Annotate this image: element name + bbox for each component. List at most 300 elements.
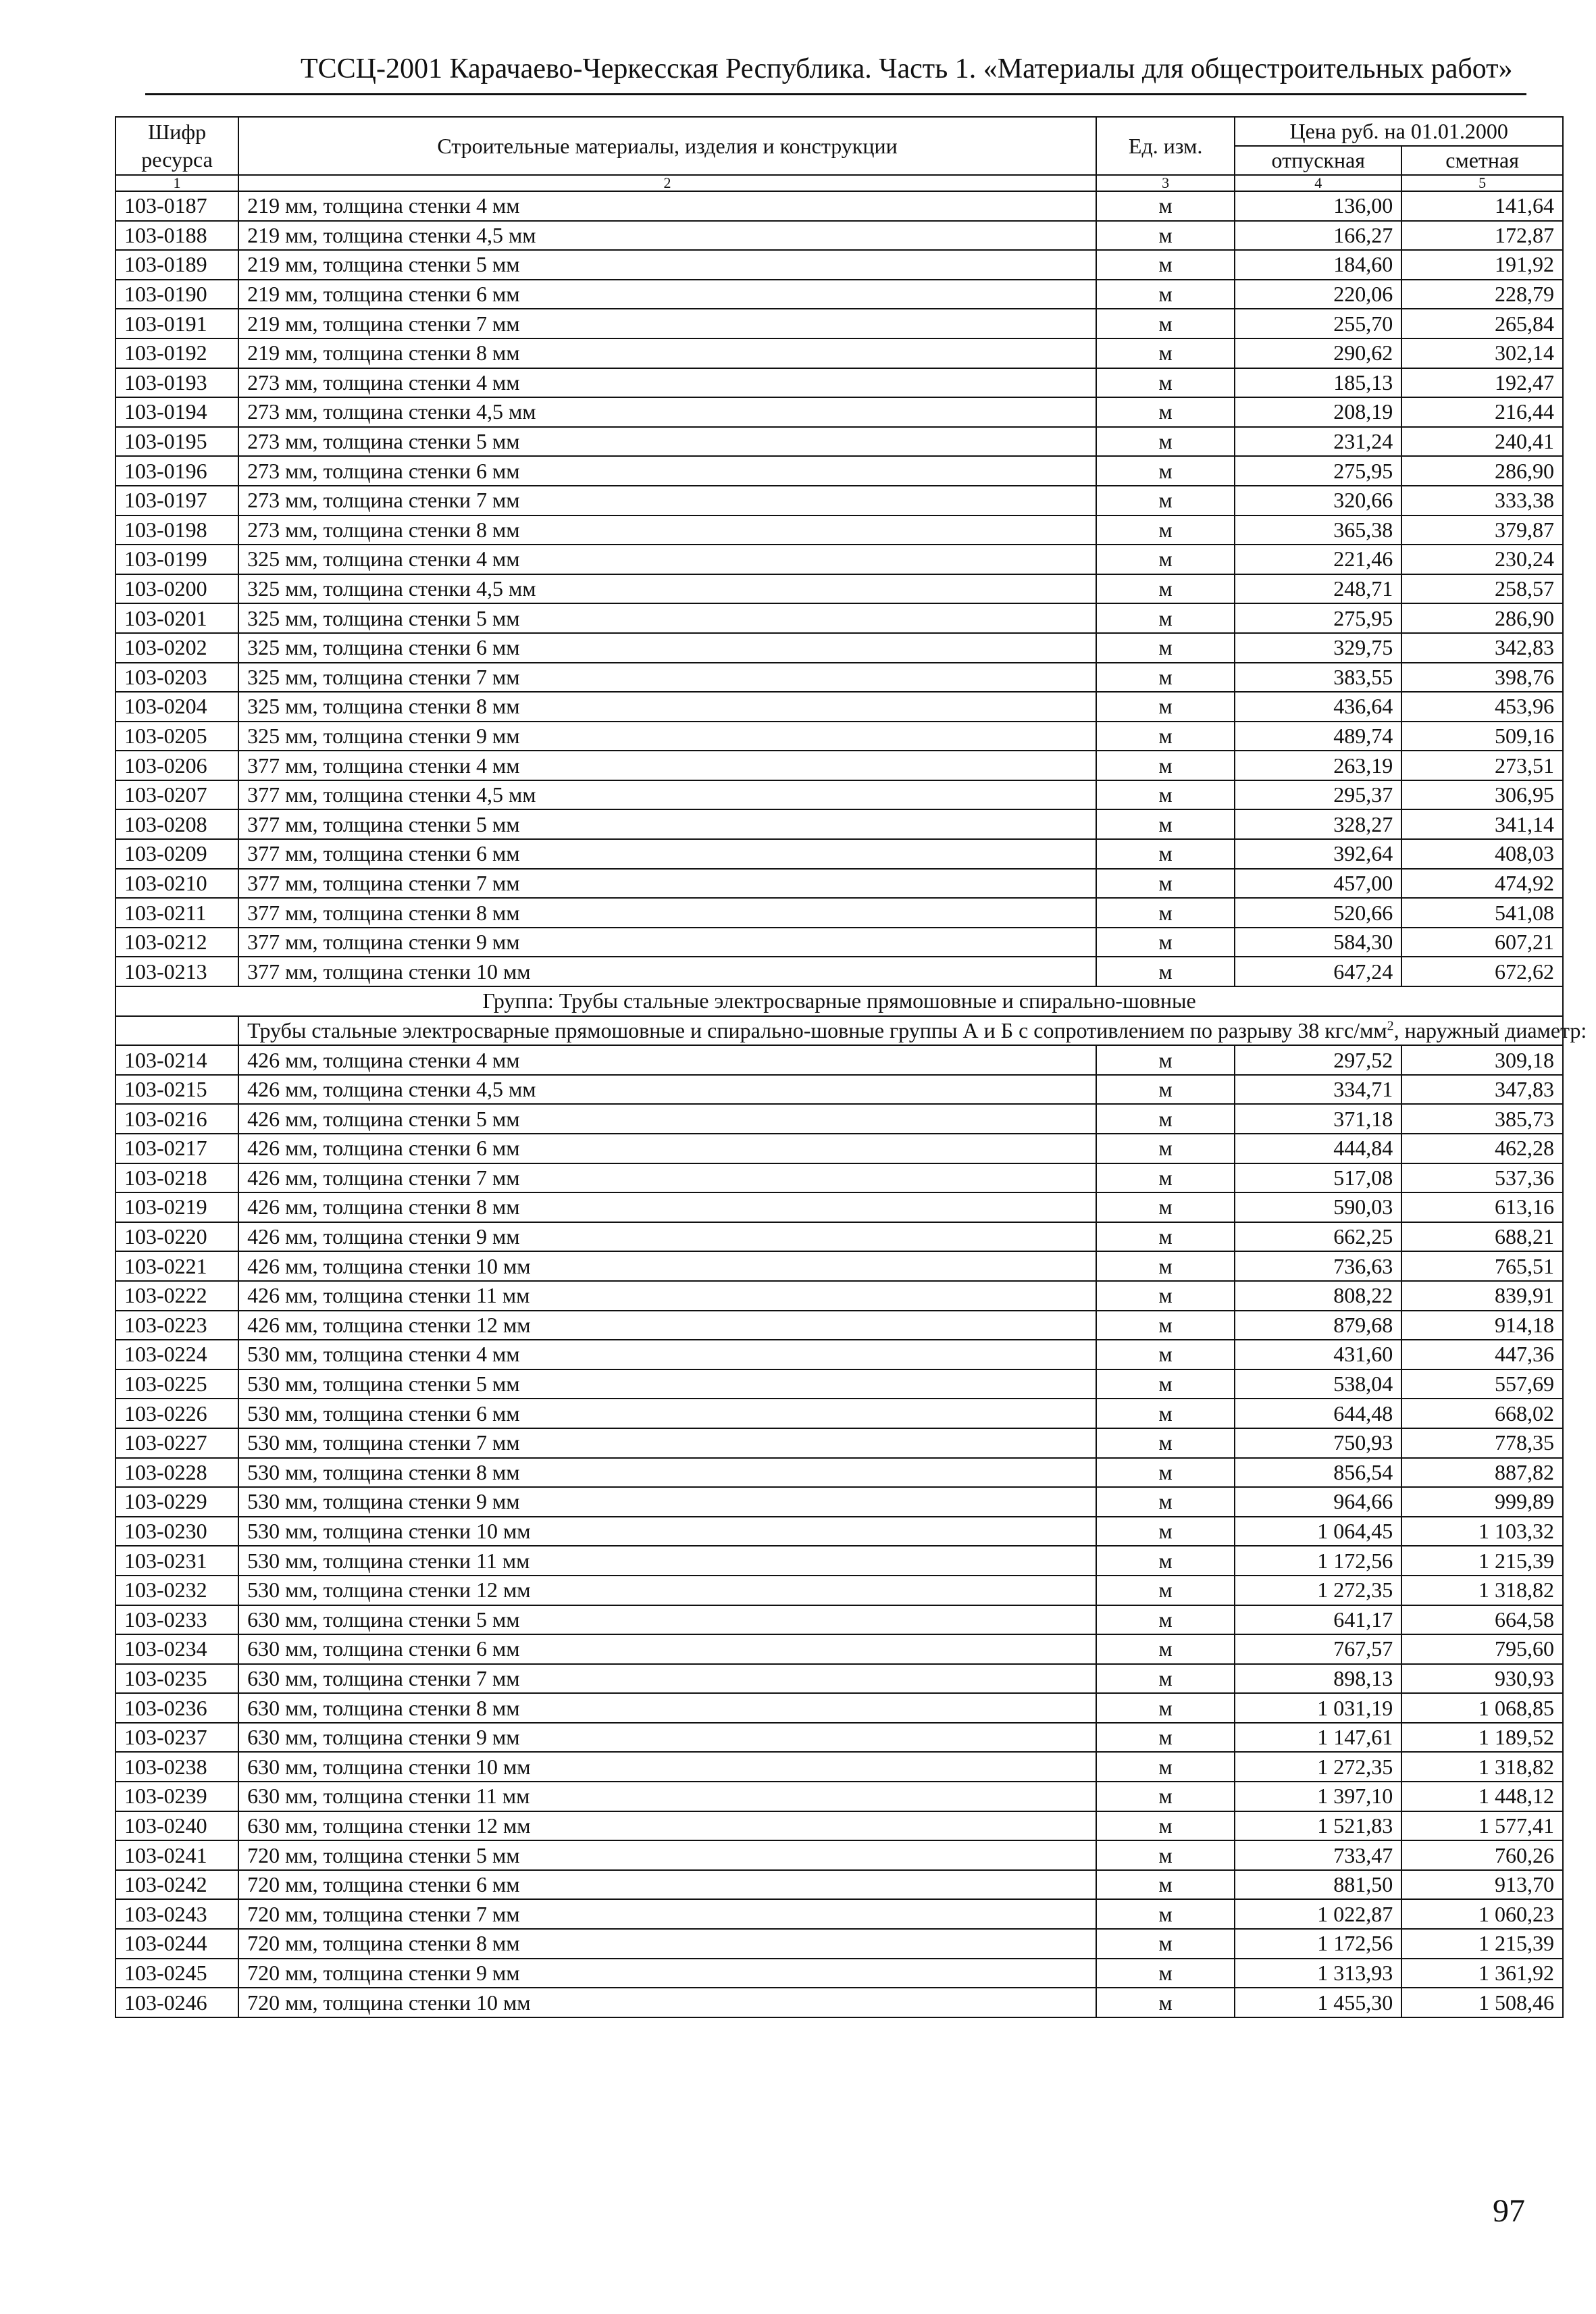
cell-price-estimate: 230,24 bbox=[1401, 545, 1563, 574]
cell-unit: м bbox=[1096, 722, 1235, 751]
cell-name: 325 мм, толщина стенки 4 мм bbox=[238, 545, 1096, 574]
group-section bbox=[115, 986, 1587, 1045]
cell-code: 103-0239 bbox=[115, 1782, 238, 1811]
cell-name: 273 мм, толщина стенки 8 мм bbox=[238, 515, 1096, 545]
cell-code: 103-0195 bbox=[115, 427, 238, 457]
cell-name: 530 мм, толщина стенки 10 мм bbox=[238, 1517, 1096, 1546]
cell-code: 103-0217 bbox=[115, 1134, 238, 1163]
cell-price-estimate: 228,79 bbox=[1401, 280, 1563, 309]
cell-code: 103-0216 bbox=[115, 1104, 238, 1134]
cell-unit: м bbox=[1096, 250, 1235, 280]
column-number: 3 bbox=[1096, 175, 1235, 191]
cell-code: 103-0238 bbox=[115, 1752, 238, 1782]
table-row bbox=[115, 1605, 1563, 1635]
cell-price-release: 1 031,19 bbox=[1235, 1693, 1401, 1723]
table-row bbox=[115, 1576, 1563, 1605]
cell-unit: м bbox=[1096, 1340, 1235, 1369]
cell-unit: м bbox=[1096, 574, 1235, 604]
cell-price-release: 538,04 bbox=[1235, 1369, 1401, 1399]
table-row bbox=[115, 1104, 1563, 1134]
cell-code: 103-0193 bbox=[115, 368, 238, 398]
cell-price-estimate: 668,02 bbox=[1401, 1399, 1563, 1428]
cell-price-estimate: 760,26 bbox=[1401, 1840, 1563, 1870]
cell-price-release: 489,74 bbox=[1235, 722, 1401, 751]
group-title: Группа: Трубы стальные электросварные прямошовные и спирально-шовные bbox=[115, 986, 1563, 1016]
table-row bbox=[115, 839, 1563, 869]
cell-unit: м bbox=[1096, 545, 1235, 574]
cell-unit: м bbox=[1096, 1104, 1235, 1134]
table-row bbox=[115, 1311, 1563, 1340]
cell-price-release: 736,63 bbox=[1235, 1251, 1401, 1281]
cell-code: 103-0211 bbox=[115, 898, 238, 928]
cell-code: 103-0243 bbox=[115, 1899, 238, 1929]
table-row bbox=[115, 427, 1563, 457]
cell-code: 103-0231 bbox=[115, 1546, 238, 1576]
cell-price-release: 290,62 bbox=[1235, 338, 1401, 368]
cell-name: 426 мм, толщина стенки 8 мм bbox=[238, 1192, 1096, 1222]
table-row bbox=[115, 1399, 1563, 1428]
table-row bbox=[115, 250, 1563, 280]
cell-price-release: 334,71 bbox=[1235, 1075, 1401, 1105]
table-row bbox=[115, 1281, 1563, 1311]
cell-code: 103-0244 bbox=[115, 1929, 238, 1959]
table-row bbox=[115, 869, 1563, 899]
table-row bbox=[115, 486, 1563, 515]
cell-price-release: 898,13 bbox=[1235, 1664, 1401, 1694]
cell-name: 530 мм, толщина стенки 6 мм bbox=[238, 1399, 1096, 1428]
group-description-superscript: 2 bbox=[1387, 1018, 1394, 1034]
cell-unit: м bbox=[1096, 1222, 1235, 1252]
cell-name: 377 мм, толщина стенки 5 мм bbox=[238, 809, 1096, 839]
cell-price-release: 881,50 bbox=[1235, 1870, 1401, 1900]
cell-price-estimate: 172,87 bbox=[1401, 221, 1563, 251]
cell-price-estimate: 385,73 bbox=[1401, 1104, 1563, 1134]
cell-name: 325 мм, толщина стенки 5 мм bbox=[238, 603, 1096, 633]
column-number: 1 bbox=[115, 175, 238, 191]
cell-price-release: 856,54 bbox=[1235, 1458, 1401, 1488]
cell-price-estimate: 462,28 bbox=[1401, 1134, 1563, 1163]
page-number: 97 bbox=[1493, 2193, 1525, 2229]
column-number: 4 bbox=[1235, 175, 1401, 191]
cell-code: 103-0196 bbox=[115, 456, 238, 486]
cell-code: 103-0246 bbox=[115, 1988, 238, 2017]
cell-name: 426 мм, толщина стенки 5 мм bbox=[238, 1104, 1096, 1134]
cell-code: 103-0224 bbox=[115, 1340, 238, 1369]
cell-unit: м bbox=[1096, 603, 1235, 633]
cell-price-release: 255,70 bbox=[1235, 309, 1401, 338]
cell-price-release: 879,68 bbox=[1235, 1311, 1401, 1340]
cell-name: 273 мм, толщина стенки 4,5 мм bbox=[238, 397, 1096, 427]
cell-unit: м bbox=[1096, 515, 1235, 545]
cell-price-estimate: 1 215,39 bbox=[1401, 1929, 1563, 1959]
cell-price-release: 329,75 bbox=[1235, 633, 1401, 663]
cell-unit: м bbox=[1096, 1870, 1235, 1900]
cell-unit: м bbox=[1096, 1840, 1235, 1870]
cell-unit: м bbox=[1096, 1192, 1235, 1222]
cell-price-release: 383,55 bbox=[1235, 663, 1401, 693]
cell-name: 530 мм, толщина стенки 7 мм bbox=[238, 1428, 1096, 1458]
cell-unit: м bbox=[1096, 1929, 1235, 1959]
cell-price-release: 1 064,45 bbox=[1235, 1517, 1401, 1546]
table-row bbox=[115, 1517, 1563, 1546]
cell-unit: м bbox=[1096, 1311, 1235, 1340]
group-description-suffix: , наружный диаметр: bbox=[1393, 1017, 1587, 1042]
cell-name: 426 мм, толщина стенки 6 мм bbox=[238, 1134, 1096, 1163]
cell-code: 103-0212 bbox=[115, 928, 238, 957]
cell-price-estimate: 342,83 bbox=[1401, 633, 1563, 663]
cell-code: 103-0226 bbox=[115, 1399, 238, 1428]
cell-price-release: 1 022,87 bbox=[1235, 1899, 1401, 1929]
cell-code: 103-0222 bbox=[115, 1281, 238, 1311]
cell-price-release: 184,60 bbox=[1235, 250, 1401, 280]
cell-price-estimate: 309,18 bbox=[1401, 1045, 1563, 1075]
cell-unit: м bbox=[1096, 280, 1235, 309]
header-rule bbox=[145, 93, 1526, 95]
cell-price-estimate: 887,82 bbox=[1401, 1458, 1563, 1488]
cell-name: 720 мм, толщина стенки 7 мм bbox=[238, 1899, 1096, 1929]
cell-price-estimate: 341,14 bbox=[1401, 809, 1563, 839]
cell-code: 103-0204 bbox=[115, 692, 238, 722]
cell-price-release: 1 272,35 bbox=[1235, 1576, 1401, 1605]
cell-name: 219 мм, толщина стенки 7 мм bbox=[238, 309, 1096, 338]
cell-name: 630 мм, толщина стенки 9 мм bbox=[238, 1723, 1096, 1753]
column-header-name: Строительные материалы, изделия и конструкции bbox=[238, 117, 1096, 175]
cell-price-estimate: 141,64 bbox=[1401, 191, 1563, 221]
cell-price-release: 644,48 bbox=[1235, 1399, 1401, 1428]
cell-name: 426 мм, толщина стенки 11 мм bbox=[238, 1281, 1096, 1311]
cell-price-estimate: 778,35 bbox=[1401, 1428, 1563, 1458]
cell-name: 426 мм, толщина стенки 7 мм bbox=[238, 1163, 1096, 1193]
cell-name: 377 мм, толщина стенки 9 мм bbox=[238, 928, 1096, 957]
cell-code: 103-0189 bbox=[115, 250, 238, 280]
group-description bbox=[238, 1016, 1587, 1046]
cell-price-release: 208,19 bbox=[1235, 397, 1401, 427]
cell-unit: м bbox=[1096, 1546, 1235, 1576]
cell-unit: м bbox=[1096, 221, 1235, 251]
table-row bbox=[115, 1929, 1563, 1959]
table-row bbox=[115, 1899, 1563, 1929]
cell-price-release: 1 172,56 bbox=[1235, 1546, 1401, 1576]
cell-name: 426 мм, толщина стенки 4 мм bbox=[238, 1045, 1096, 1075]
cell-price-estimate: 408,03 bbox=[1401, 839, 1563, 869]
cell-name: 630 мм, толщина стенки 6 мм bbox=[238, 1634, 1096, 1664]
cell-code: 103-0234 bbox=[115, 1634, 238, 1664]
cell-price-estimate: 258,57 bbox=[1401, 574, 1563, 604]
cell-name: 630 мм, толщина стенки 8 мм bbox=[238, 1693, 1096, 1723]
cell-name: 325 мм, толщина стенки 7 мм bbox=[238, 663, 1096, 693]
cell-price-release: 517,08 bbox=[1235, 1163, 1401, 1193]
table-row bbox=[115, 692, 1563, 722]
price-table bbox=[115, 116, 1587, 2018]
cell-price-estimate: 347,83 bbox=[1401, 1075, 1563, 1105]
cell-unit: м bbox=[1096, 1664, 1235, 1694]
cell-unit: м bbox=[1096, 1281, 1235, 1311]
cell-unit: м bbox=[1096, 1899, 1235, 1929]
table-row bbox=[115, 1487, 1563, 1517]
cell-unit: м bbox=[1096, 427, 1235, 457]
cell-name: 219 мм, толщина стенки 4,5 мм bbox=[238, 221, 1096, 251]
cell-code: 103-0220 bbox=[115, 1222, 238, 1252]
table-row bbox=[115, 1840, 1563, 1870]
cell-unit: м bbox=[1096, 1517, 1235, 1546]
column-header-price-estimate: сметная bbox=[1401, 146, 1563, 175]
table-row bbox=[115, 1811, 1563, 1841]
cell-unit: м bbox=[1096, 928, 1235, 957]
group-description-text: Трубы стальные электросварные прямошовные и спирально-шовные группы А и Б с сопротивлением по разрыву 38 кгс/мм bbox=[247, 1017, 1387, 1042]
cell-unit: м bbox=[1096, 780, 1235, 810]
cell-unit: м bbox=[1096, 191, 1235, 221]
cell-price-release: 750,93 bbox=[1235, 1428, 1401, 1458]
column-number: 5 bbox=[1401, 175, 1563, 191]
cell-price-estimate: 1 361,92 bbox=[1401, 1959, 1563, 1988]
table-row bbox=[115, 456, 1563, 486]
cell-price-estimate: 1 060,23 bbox=[1401, 1899, 1563, 1929]
cell-code: 103-0213 bbox=[115, 957, 238, 986]
cell-price-release: 584,30 bbox=[1235, 928, 1401, 957]
cell-price-release: 295,37 bbox=[1235, 780, 1401, 810]
cell-name: 720 мм, толщина стенки 9 мм bbox=[238, 1959, 1096, 1988]
cell-price-release: 365,38 bbox=[1235, 515, 1401, 545]
cell-unit: м bbox=[1096, 1369, 1235, 1399]
cell-name: 530 мм, толщина стенки 11 мм bbox=[238, 1546, 1096, 1576]
cell-unit: м bbox=[1096, 1782, 1235, 1811]
cell-name: 720 мм, толщина стенки 5 мм bbox=[238, 1840, 1096, 1870]
cell-unit: м bbox=[1096, 692, 1235, 722]
cell-price-estimate: 474,92 bbox=[1401, 869, 1563, 899]
cell-price-release: 1 272,35 bbox=[1235, 1752, 1401, 1782]
cell-price-estimate: 286,90 bbox=[1401, 603, 1563, 633]
table-row bbox=[115, 397, 1563, 427]
cell-unit: м bbox=[1096, 309, 1235, 338]
cell-name: 530 мм, толщина стенки 4 мм bbox=[238, 1340, 1096, 1369]
cell-name: 426 мм, толщина стенки 10 мм bbox=[238, 1251, 1096, 1281]
cell-name: 720 мм, толщина стенки 8 мм bbox=[238, 1929, 1096, 1959]
cell-unit: м bbox=[1096, 1134, 1235, 1163]
cell-price-estimate: 537,36 bbox=[1401, 1163, 1563, 1193]
cell-unit: м bbox=[1096, 1428, 1235, 1458]
cell-unit: м bbox=[1096, 1634, 1235, 1664]
cell-price-estimate: 1 189,52 bbox=[1401, 1723, 1563, 1753]
table-row bbox=[115, 1251, 1563, 1281]
cell-code: 103-0202 bbox=[115, 633, 238, 663]
cell-price-estimate: 191,92 bbox=[1401, 250, 1563, 280]
cell-price-release: 297,52 bbox=[1235, 1045, 1401, 1075]
table-row bbox=[115, 515, 1563, 545]
cell-price-estimate: 447,36 bbox=[1401, 1340, 1563, 1369]
cell-name: 630 мм, толщина стенки 12 мм bbox=[238, 1811, 1096, 1841]
cell-code: 103-0227 bbox=[115, 1428, 238, 1458]
cell-unit: м bbox=[1096, 1752, 1235, 1782]
cell-unit: м bbox=[1096, 1399, 1235, 1428]
cell-price-release: 263,19 bbox=[1235, 751, 1401, 780]
cell-unit: м bbox=[1096, 338, 1235, 368]
column-header-unit: Ед. изм. bbox=[1096, 117, 1235, 175]
column-header-code: Шифр ресурса bbox=[115, 117, 238, 175]
cell-code: 103-0228 bbox=[115, 1458, 238, 1488]
cell-unit: м bbox=[1096, 663, 1235, 693]
cell-name: 630 мм, толщина стенки 10 мм bbox=[238, 1752, 1096, 1782]
cell-name: 426 мм, толщина стенки 12 мм bbox=[238, 1311, 1096, 1340]
cell-price-estimate: 613,16 bbox=[1401, 1192, 1563, 1222]
cell-name: 530 мм, толщина стенки 12 мм bbox=[238, 1576, 1096, 1605]
cell-name: 377 мм, толщина стенки 10 мм bbox=[238, 957, 1096, 986]
cell-price-release: 1 521,83 bbox=[1235, 1811, 1401, 1841]
cell-name: 630 мм, толщина стенки 7 мм bbox=[238, 1664, 1096, 1694]
cell-price-release: 590,03 bbox=[1235, 1192, 1401, 1222]
cell-name: 273 мм, толщина стенки 7 мм bbox=[238, 486, 1096, 515]
cell-price-release: 520,66 bbox=[1235, 898, 1401, 928]
cell-price-release: 444,84 bbox=[1235, 1134, 1401, 1163]
cell-price-release: 457,00 bbox=[1235, 869, 1401, 899]
table-row bbox=[115, 280, 1563, 309]
cell-unit: м bbox=[1096, 1605, 1235, 1635]
column-header-price-group: Цена руб. на 01.01.2000 bbox=[1235, 117, 1563, 146]
cell-price-release: 371,18 bbox=[1235, 1104, 1401, 1134]
cell-unit: м bbox=[1096, 633, 1235, 663]
table-body-part1 bbox=[115, 191, 1563, 986]
table-row bbox=[115, 574, 1563, 604]
cell-unit: м bbox=[1096, 1959, 1235, 1988]
table-row bbox=[115, 780, 1563, 810]
cell-unit: м bbox=[1096, 368, 1235, 398]
cell-price-release: 436,64 bbox=[1235, 692, 1401, 722]
cell-price-estimate: 286,90 bbox=[1401, 456, 1563, 486]
table-row bbox=[115, 898, 1563, 928]
table-row bbox=[115, 1369, 1563, 1399]
table-row bbox=[115, 1458, 1563, 1488]
cell-unit: м bbox=[1096, 898, 1235, 928]
table-row bbox=[115, 1045, 1563, 1075]
cell-price-release: 767,57 bbox=[1235, 1634, 1401, 1664]
cell-price-estimate: 1 577,41 bbox=[1401, 1811, 1563, 1841]
cell-price-release: 1 172,56 bbox=[1235, 1929, 1401, 1959]
table-row bbox=[115, 957, 1563, 986]
table-row bbox=[115, 1428, 1563, 1458]
cell-price-estimate: 557,69 bbox=[1401, 1369, 1563, 1399]
cell-code: 103-0218 bbox=[115, 1163, 238, 1193]
cell-price-release: 220,06 bbox=[1235, 280, 1401, 309]
table-row bbox=[115, 221, 1563, 251]
cell-name: 273 мм, толщина стенки 4 мм bbox=[238, 368, 1096, 398]
cell-code: 103-0206 bbox=[115, 751, 238, 780]
cell-unit: м bbox=[1096, 1693, 1235, 1723]
cell-price-release: 231,24 bbox=[1235, 427, 1401, 457]
cell-price-estimate: 273,51 bbox=[1401, 751, 1563, 780]
cell-name: 630 мм, толщина стенки 5 мм bbox=[238, 1605, 1096, 1635]
table-row bbox=[115, 338, 1563, 368]
cell-code: 103-0229 bbox=[115, 1487, 238, 1517]
cell-price-estimate: 1 068,85 bbox=[1401, 1693, 1563, 1723]
cell-price-estimate: 306,95 bbox=[1401, 780, 1563, 810]
cell-code: 103-0188 bbox=[115, 221, 238, 251]
cell-price-estimate: 795,60 bbox=[1401, 1634, 1563, 1664]
cell-code: 103-0230 bbox=[115, 1517, 238, 1546]
cell-price-release: 185,13 bbox=[1235, 368, 1401, 398]
table-body-part2 bbox=[115, 1045, 1563, 2017]
cell-price-estimate: 216,44 bbox=[1401, 397, 1563, 427]
cell-code: 103-0192 bbox=[115, 338, 238, 368]
table-row bbox=[115, 1870, 1563, 1900]
cell-price-estimate: 265,84 bbox=[1401, 309, 1563, 338]
cell-price-estimate: 302,14 bbox=[1401, 338, 1563, 368]
cell-unit: м bbox=[1096, 1163, 1235, 1193]
cell-code: 103-0242 bbox=[115, 1870, 238, 1900]
cell-unit: м bbox=[1096, 1988, 1235, 2017]
cell-price-estimate: 192,47 bbox=[1401, 368, 1563, 398]
cell-code: 103-0215 bbox=[115, 1075, 238, 1105]
cell-price-estimate: 688,21 bbox=[1401, 1222, 1563, 1252]
cell-unit: м bbox=[1096, 1458, 1235, 1488]
cell-code: 103-0201 bbox=[115, 603, 238, 633]
table-row bbox=[115, 1192, 1563, 1222]
cell-price-release: 328,27 bbox=[1235, 809, 1401, 839]
cell-name: 377 мм, толщина стенки 7 мм bbox=[238, 869, 1096, 899]
page-header-title: ТССЦ-2001 Карачаево-Черкесская Республика. Часть 1. «Материалы для общестроительных работ» bbox=[301, 53, 1513, 84]
cell-price-release: 964,66 bbox=[1235, 1487, 1401, 1517]
cell-code: 103-0190 bbox=[115, 280, 238, 309]
cell-unit: м bbox=[1096, 839, 1235, 869]
cell-price-release: 221,46 bbox=[1235, 545, 1401, 574]
table-row bbox=[115, 368, 1563, 398]
cell-name: 325 мм, толщина стенки 6 мм bbox=[238, 633, 1096, 663]
cell-name: 377 мм, толщина стенки 4,5 мм bbox=[238, 780, 1096, 810]
cell-unit: м bbox=[1096, 1811, 1235, 1841]
cell-price-estimate: 839,91 bbox=[1401, 1281, 1563, 1311]
table-row bbox=[115, 928, 1563, 957]
table-row bbox=[115, 809, 1563, 839]
cell-price-release: 248,71 bbox=[1235, 574, 1401, 604]
table-row bbox=[115, 722, 1563, 751]
cell-name: 273 мм, толщина стенки 6 мм bbox=[238, 456, 1096, 486]
cell-unit: м bbox=[1096, 809, 1235, 839]
table-row bbox=[115, 751, 1563, 780]
cell-price-release: 647,24 bbox=[1235, 957, 1401, 986]
table-row bbox=[115, 309, 1563, 338]
cell-price-estimate: 913,70 bbox=[1401, 1870, 1563, 1900]
cell-code: 103-0199 bbox=[115, 545, 238, 574]
cell-code: 103-0205 bbox=[115, 722, 238, 751]
cell-price-release: 166,27 bbox=[1235, 221, 1401, 251]
cell-name: 219 мм, толщина стенки 8 мм bbox=[238, 338, 1096, 368]
cell-price-release: 1 147,61 bbox=[1235, 1723, 1401, 1753]
cell-unit: м bbox=[1096, 1723, 1235, 1753]
cell-code: 103-0223 bbox=[115, 1311, 238, 1340]
cell-code: 103-0235 bbox=[115, 1664, 238, 1694]
cell-price-estimate: 672,62 bbox=[1401, 957, 1563, 986]
cell-price-estimate: 765,51 bbox=[1401, 1251, 1563, 1281]
cell-unit: м bbox=[1096, 486, 1235, 515]
cell-name: 630 мм, толщина стенки 11 мм bbox=[238, 1782, 1096, 1811]
table-row bbox=[115, 633, 1563, 663]
cell-code: 103-0241 bbox=[115, 1840, 238, 1870]
table-row bbox=[115, 1723, 1563, 1753]
cell-name: 219 мм, толщина стенки 6 мм bbox=[238, 280, 1096, 309]
table-row bbox=[115, 1546, 1563, 1576]
table-row bbox=[115, 1634, 1563, 1664]
cell-unit: м bbox=[1096, 456, 1235, 486]
cell-price-release: 641,17 bbox=[1235, 1605, 1401, 1635]
table-row bbox=[115, 1340, 1563, 1369]
cell-price-estimate: 1 318,82 bbox=[1401, 1576, 1563, 1605]
cell-unit: м bbox=[1096, 1251, 1235, 1281]
cell-price-estimate: 240,41 bbox=[1401, 427, 1563, 457]
cell-name: 377 мм, толщина стенки 4 мм bbox=[238, 751, 1096, 780]
cell-name: 325 мм, толщина стенки 9 мм bbox=[238, 722, 1096, 751]
table-row bbox=[115, 545, 1563, 574]
table-row bbox=[115, 1752, 1563, 1782]
cell-price-estimate: 541,08 bbox=[1401, 898, 1563, 928]
cell-price-estimate: 607,21 bbox=[1401, 928, 1563, 957]
